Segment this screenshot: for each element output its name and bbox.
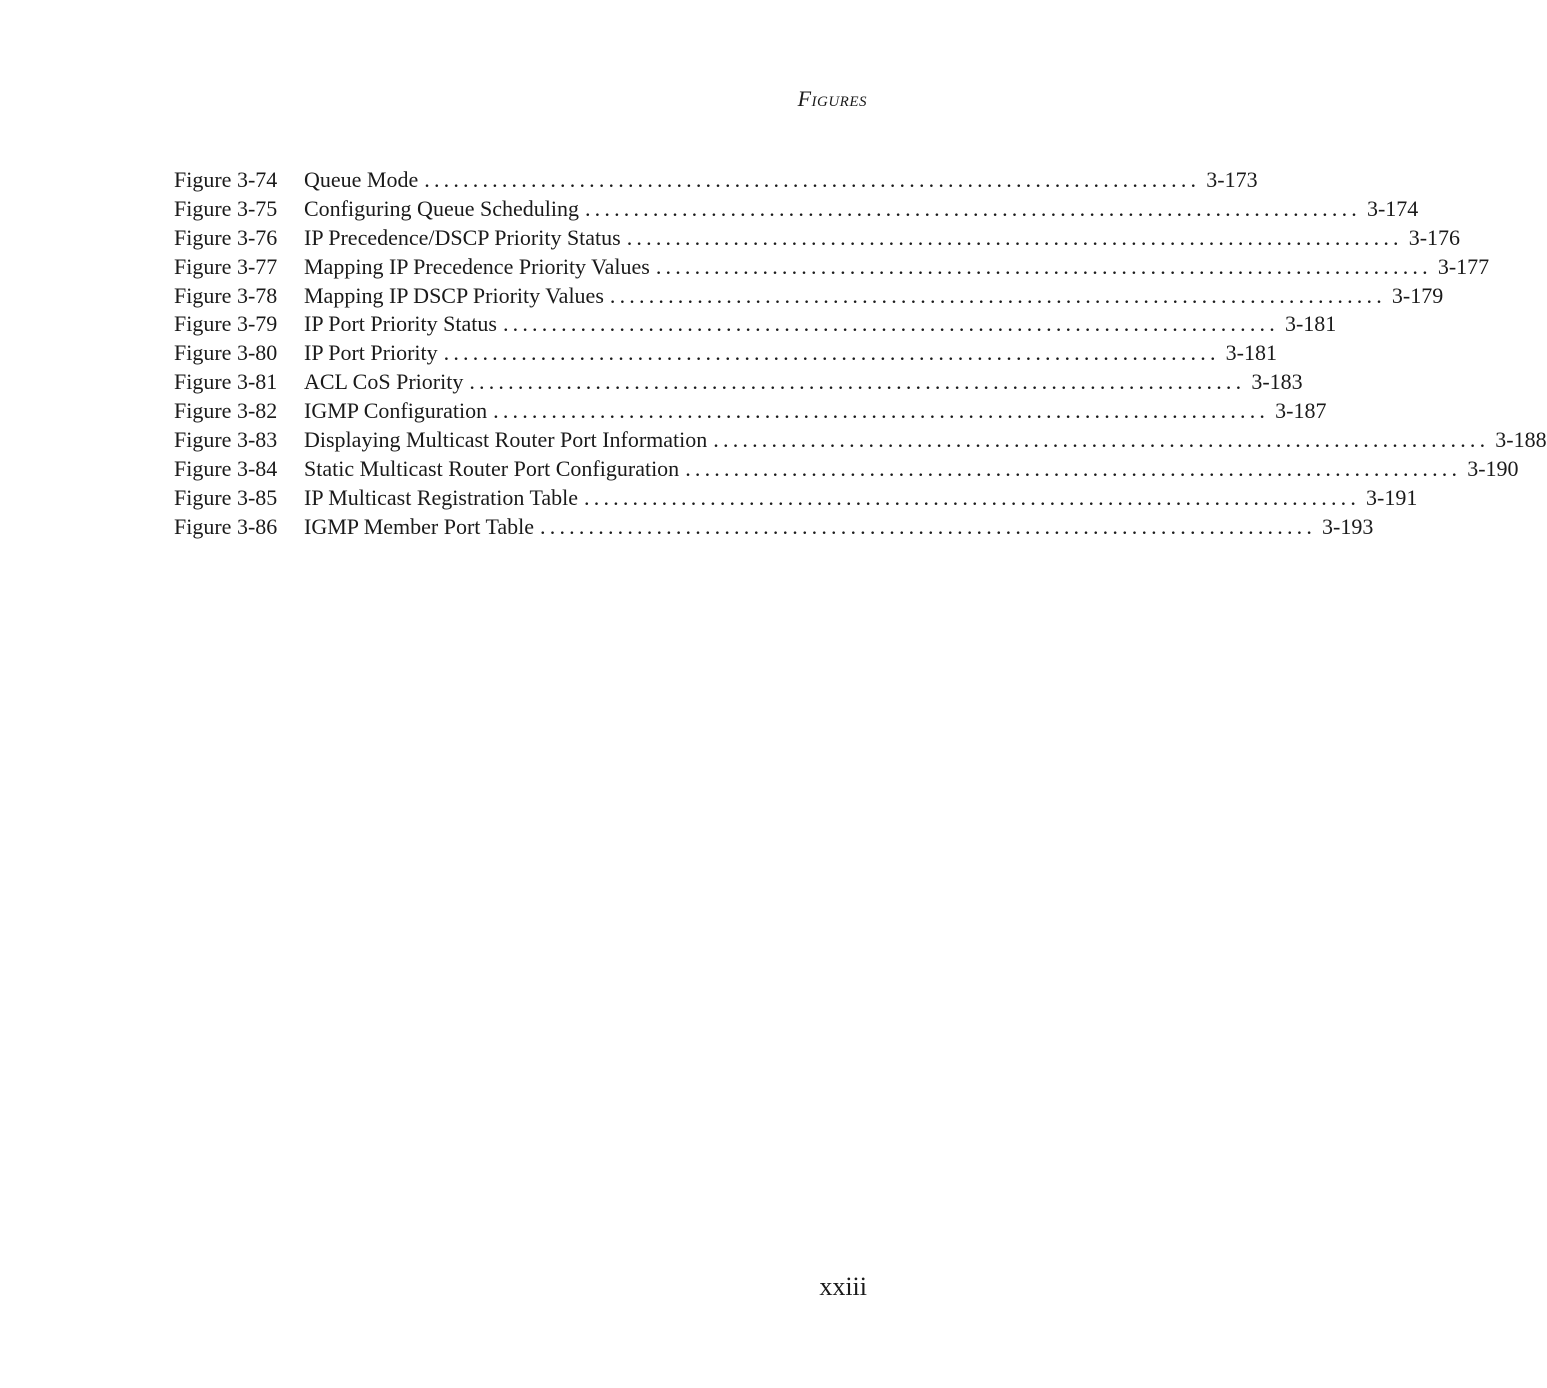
figure-number: Figure 3-85 [174, 484, 278, 510]
toc-entry [174, 195, 1419, 224]
toc-entry [174, 282, 1444, 311]
toc-entry [174, 224, 1461, 253]
figure-title: IGMP Member Port Table [304, 513, 540, 542]
dot-leader: ................................................................................ [469, 369, 1246, 395]
list-of-figures [174, 166, 1547, 542]
dot-leader: ................................................................................ [609, 282, 1386, 308]
figure-title: IP Precedence/DSCP Priority Status [304, 224, 627, 253]
dot-leader: ................................................................................ [655, 253, 1432, 279]
toc-entry [174, 513, 1374, 542]
figure-title: Static Multicast Router Port Configuration [304, 455, 685, 484]
toc-entry [174, 310, 1337, 339]
dot-leader: ................................................................................ [626, 224, 1403, 250]
running-header: Figures [797, 86, 867, 111]
dot-leader: ................................................................................ [584, 195, 1361, 221]
toc-entry [174, 339, 1277, 368]
dot-leader: ................................................................................ [493, 398, 1270, 424]
figure-number: Figure 3-82 [174, 398, 278, 424]
figure-number: Figure 3-84 [174, 455, 278, 481]
figure-number: Figure 3-77 [174, 253, 278, 279]
page-reference: 3-188 [1495, 427, 1547, 453]
toc-entry [174, 397, 1327, 426]
dot-leader: ................................................................................ [584, 484, 1361, 510]
page-reference: 3-183 [1251, 369, 1303, 395]
dot-leader: ................................................................................ [713, 427, 1490, 453]
figure-number: Figure 3-81 [174, 369, 278, 395]
page-reference: 3-173 [1206, 167, 1258, 192]
figure-title: IGMP Configuration [304, 397, 493, 426]
page-reference: 3-191 [1366, 484, 1418, 510]
figure-title: Mapping IP Precedence Priority Values [304, 253, 656, 282]
toc-entry [174, 426, 1547, 455]
page-reference: 3-193 [1322, 513, 1374, 539]
figure-number: Figure 3-78 [174, 282, 278, 308]
page-reference: 3-177 [1437, 253, 1490, 279]
figure-title: Displaying Multicast Router Port Information [304, 426, 713, 455]
toc-entry [174, 484, 1418, 513]
dot-leader: ................................................................................ [502, 311, 1279, 337]
page-reference: 3-187 [1275, 398, 1327, 424]
page-reference: 3-190 [1467, 455, 1519, 481]
figure-number: Figure 3-76 [174, 224, 278, 250]
toc-entry [174, 166, 1258, 195]
page-reference: 3-174 [1366, 195, 1419, 221]
page-reference: 3-181 [1225, 340, 1277, 366]
figure-title: Mapping IP DSCP Priority Values [304, 282, 610, 311]
figure-title: ACL CoS Priority [304, 368, 469, 397]
figure-title: IP Port Priority [304, 339, 444, 368]
page-reference: 3-181 [1284, 311, 1337, 337]
toc-entry [174, 253, 1490, 282]
figure-number: Figure 3-75 [174, 195, 278, 221]
figure-title: Queue Mode [304, 166, 424, 195]
figure-number: Figure 3-83 [174, 427, 278, 453]
figure-title: IP Multicast Registration Table [304, 484, 584, 513]
figure-title: IP Port Priority Status [304, 310, 503, 339]
figure-title: Configuring Queue Scheduling [304, 195, 585, 224]
figure-number: Figure 3-79 [174, 311, 278, 337]
dot-leader: ................................................................................ [540, 513, 1317, 539]
page-reference: 3-176 [1408, 224, 1461, 250]
figure-number: Figure 3-80 [174, 340, 278, 366]
figure-number: Figure 3-74 [174, 167, 278, 192]
page-number: xxiii [819, 1272, 867, 1301]
toc-entry [174, 455, 1519, 484]
dot-leader: ................................................................................ [424, 167, 1201, 192]
dot-leader: ................................................................................ [443, 340, 1220, 366]
figure-number: Figure 3-86 [174, 513, 278, 539]
toc-entry [174, 368, 1303, 397]
page-reference: 3-179 [1391, 282, 1444, 308]
dot-leader: ................................................................................ [685, 455, 1462, 481]
